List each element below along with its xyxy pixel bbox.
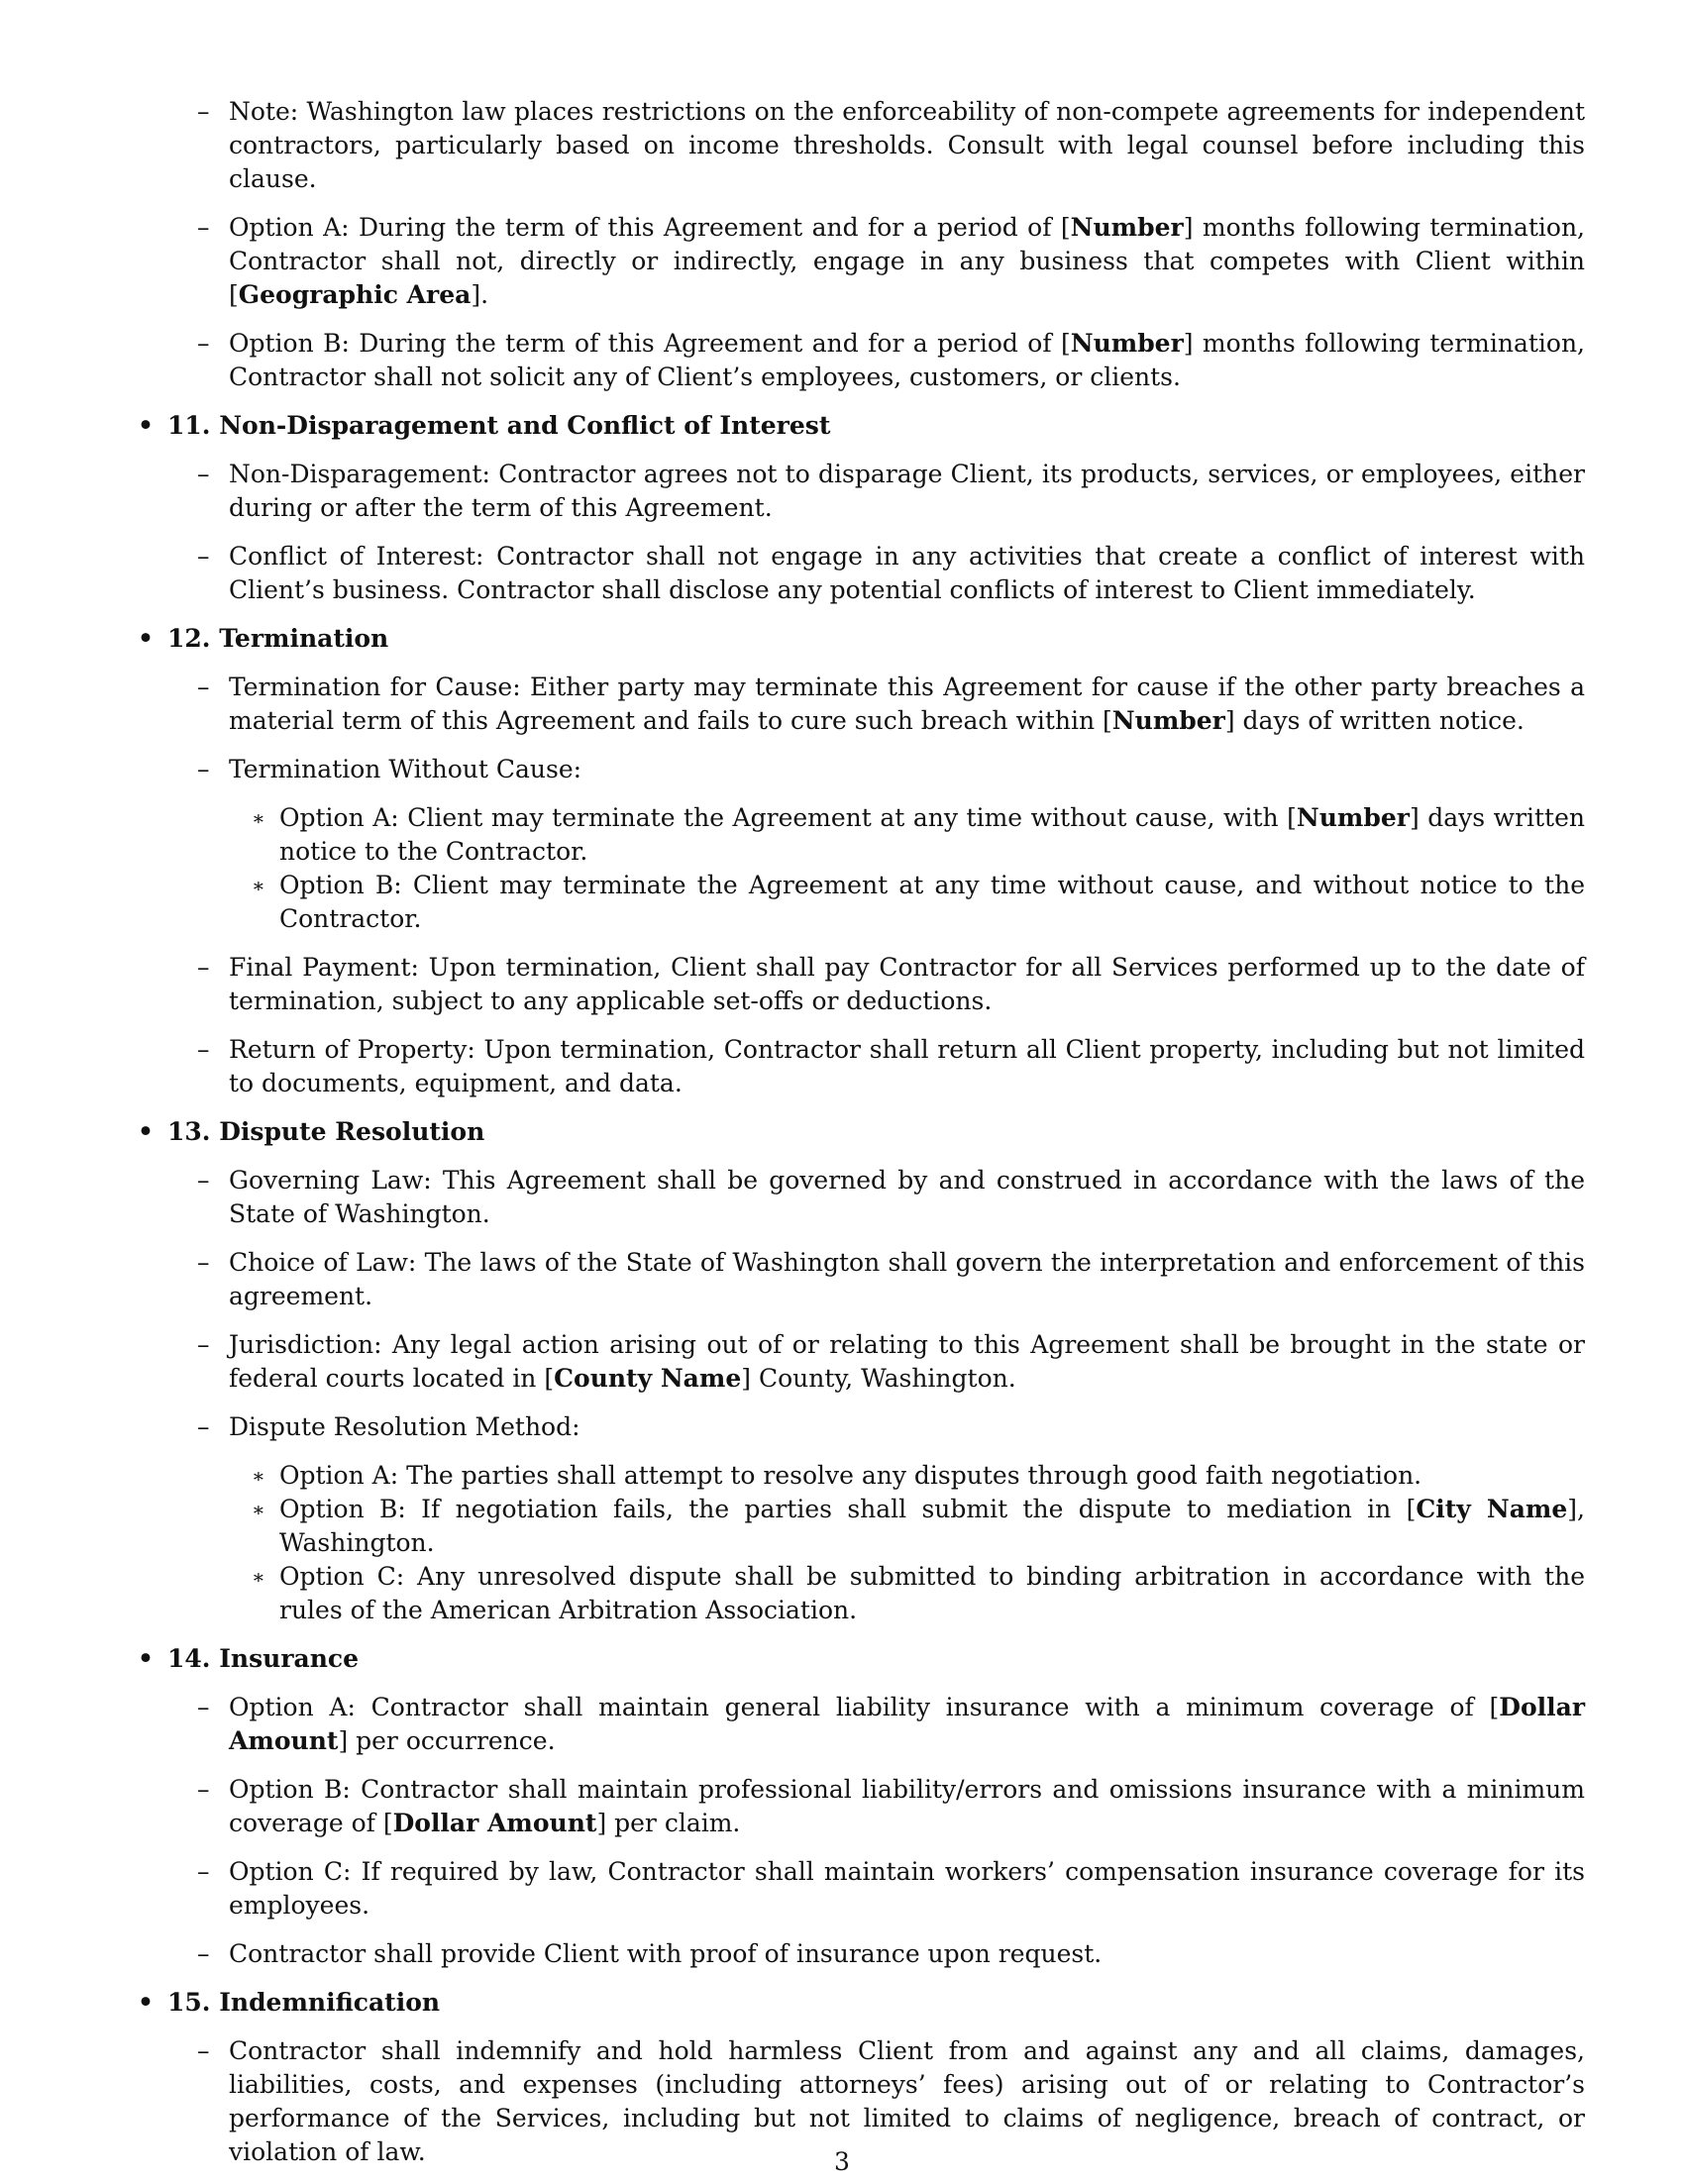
item-text: Option B: During the term of this Agreement and for a period of [ (229, 329, 1071, 358)
placeholder-geographic-area: Geographic Area (238, 280, 472, 309)
insurance-option-a (136, 1691, 1585, 1758)
item-text: Option A: Client may terminate the Agreement at any time without cause, with [ (279, 803, 1297, 832)
dash-marker: – (197, 329, 210, 358)
jurisdiction-clause (136, 1328, 1585, 1396)
placeholder-dollar-amount: Dollar Amount (392, 1809, 597, 1837)
item-text: Conflict of Interest: Contractor shall not engage in any activities that create a conflict of interest with Client’s business. Contractor shall disclose any potential conflicts of interest to Client immediately. (229, 542, 1585, 604)
item-text: Option B: If negotiation fails, the parties shall submit the dispute to mediation in [ (279, 1495, 1417, 1523)
item-text: ] months following termination, Contractor shall not solicit any of Client’s employees, customers, or clients. (229, 329, 1586, 391)
insurance-proof (136, 1937, 1585, 1971)
placeholder-dollar-amount: Dollar Amount (229, 1693, 1585, 1755)
item-text: Note: Washington law places restrictions on the enforceability of non-compete agreements for independent contractors, particularly based on income thresholds. Consult with legal counsel before including this clause. (229, 97, 1585, 193)
section-heading (136, 1115, 1585, 1149)
item-text: Return of Property: Upon termination, Contractor shall return all Client property, including but not limited to documents, equipment, and data. (229, 1035, 1585, 1097)
section-10-continuation (136, 95, 1585, 394)
non-disparagement-clause (136, 458, 1585, 525)
noncompete-option-a (136, 211, 1585, 312)
section-14 (136, 1642, 1585, 1971)
section-11 (136, 409, 1585, 607)
dash-marker: – (197, 673, 210, 701)
item-text: Contractor shall provide Client with proof of insurance upon request. (229, 1939, 1103, 1968)
dash-marker: – (197, 1775, 210, 1804)
choice-of-law-clause (136, 1246, 1585, 1313)
star-marker: ∗ (252, 1498, 265, 1521)
page-number: 3 (834, 2147, 850, 2176)
insurance-option-b (136, 1773, 1585, 1840)
termination-option-a (229, 801, 1585, 869)
section-heading (136, 1642, 1585, 1676)
item-text: Choice of Law: The laws of the State of Washington shall govern the interpretation and enforcement of this agreement. (229, 1248, 1585, 1310)
placeholder-number: Number (1070, 213, 1184, 242)
placeholder-city-name: City Name (1416, 1495, 1568, 1523)
dispute-option-a (229, 1459, 1585, 1493)
item-text: Option A: Contractor shall maintain general liability insurance with a minimum coverage of [ (229, 1693, 1500, 1721)
dispute-option-c (229, 1560, 1585, 1627)
item-text: ] months following termination, Contractor shall not, directly or indirectly, engage in any business that competes with Client within [ (229, 213, 1585, 309)
item-text: Contractor shall indemnify and hold harmless Client from and against any and all claims, damages, liabilities, costs, and expenses (including attorneys’ fees) arising out of or relating to Contractor’s performance of the Services, including but not limited to claims of negligence, breach of contract, or violation of law. (229, 2036, 1585, 2166)
item-text: Option A: During the term of this Agreement and for a period of [ (229, 213, 1071, 242)
dash-marker: – (197, 97, 210, 126)
termination-option-b (229, 869, 1585, 936)
dash-marker: – (197, 1330, 210, 1359)
return-of-property-clause (136, 1033, 1585, 1100)
heading-text: 15. Indemnification (167, 1988, 441, 2017)
dash-marker: – (197, 213, 210, 242)
section-13 (136, 1115, 1585, 1627)
dash-marker: – (197, 1035, 210, 1064)
bullet-marker: • (138, 1988, 154, 2017)
section-12 (136, 622, 1585, 1100)
item-text: Jurisdiction: Any legal action arising out of or relating to this Agreement shall be brought in the state or federal courts located in [ (229, 1330, 1585, 1393)
dash-marker: – (197, 460, 210, 488)
item-text: Non-Disparagement: Contractor agrees not to disparage Client, its products, services, or employees, either during or after the term of this Agreement. (229, 460, 1585, 522)
star-marker: ∗ (252, 874, 265, 897)
heading-text: 11. Non-Disparagement and Conflict of Interest (167, 411, 831, 440)
governing-law-clause (136, 1164, 1585, 1231)
dispute-option-b (229, 1493, 1585, 1560)
dash-marker: – (197, 1166, 210, 1195)
item-text: ]. (471, 280, 489, 309)
conflict-of-interest-clause (136, 540, 1585, 607)
star-marker: ∗ (252, 806, 265, 830)
item-text: Dispute Resolution Method: (229, 1412, 580, 1441)
noncompete-option-b (136, 327, 1585, 394)
dash-marker: – (197, 542, 210, 571)
placeholder-number: Number (1111, 706, 1225, 735)
star-marker: ∗ (252, 1565, 265, 1589)
termination-for-cause (136, 671, 1585, 738)
dispute-resolution-method (136, 1410, 1585, 1627)
item-text: Termination Without Cause: (229, 755, 582, 783)
section-heading (136, 622, 1585, 656)
placeholder-number: Number (1296, 803, 1410, 832)
dash-marker: – (197, 1939, 210, 1968)
item-text: ] per occurrence. (338, 1726, 556, 1755)
item-text: ], Washington. (279, 1495, 1585, 1557)
heading-text: 12. Termination (167, 624, 389, 653)
dash-marker: – (197, 953, 210, 982)
item-text: ] per claim. (596, 1809, 741, 1837)
section-heading (136, 409, 1585, 443)
section-15 (136, 1986, 1585, 2169)
dash-marker: – (197, 1693, 210, 1721)
item-text: Termination for Cause: Either party may terminate this Agreement for cause if the other party breaches a material term of this Agreement and fails to cure such breach within [ (229, 673, 1585, 735)
dash-marker: – (197, 1857, 210, 1886)
item-text: Option B: Contractor shall maintain professional liability/errors and omissions insurance with a minimum coverage of [ (229, 1775, 1585, 1837)
heading-text: 13. Dispute Resolution (167, 1117, 485, 1146)
heading-text: 14. Insurance (167, 1644, 359, 1673)
termination-without-cause (136, 753, 1585, 936)
item-text: ] County, Washington. (741, 1364, 1016, 1393)
item-text: Option C: Any unresolved dispute shall be submitted to binding arbitration in accordance with the rules of the American Arbitration Association. (279, 1562, 1585, 1624)
placeholder-county-name: County Name (554, 1364, 742, 1393)
final-payment-clause (136, 951, 1585, 1018)
dash-marker: – (197, 2036, 210, 2065)
bullet-marker: • (138, 1117, 154, 1146)
bullet-marker: • (138, 1644, 154, 1673)
item-text: Option B: Client may terminate the Agreement at any time without cause, and without notice to the Contractor. (279, 871, 1585, 933)
dash-marker: – (197, 755, 210, 783)
item-text: Final Payment: Upon termination, Client shall pay Contractor for all Services performed up to the date of termination, subject to any applicable set-offs or deductions. (229, 953, 1585, 1015)
star-marker: ∗ (252, 1464, 265, 1488)
item-text: Option C: If required by law, Contractor shall maintain workers’ compensation insurance coverage for its employees. (229, 1857, 1585, 1920)
section-heading (136, 1986, 1585, 2020)
item-text: Governing Law: This Agreement shall be governed by and construed in accordance with the laws of the State of Washington. (229, 1166, 1585, 1228)
dash-marker: – (197, 1248, 210, 1277)
document-body (136, 95, 1585, 2184)
placeholder-number: Number (1070, 329, 1184, 358)
bullet-marker: • (138, 624, 154, 653)
item-text: ] days of written notice. (1224, 706, 1525, 735)
noncompete-note (136, 95, 1585, 196)
item-text: ] days written notice to the Contractor. (279, 803, 1586, 866)
dash-marker: – (197, 1412, 210, 1441)
bullet-marker: • (138, 411, 154, 440)
insurance-option-c (136, 1855, 1585, 1923)
item-text: Option A: The parties shall attempt to resolve any disputes through good faith negotiation. (279, 1461, 1422, 1490)
